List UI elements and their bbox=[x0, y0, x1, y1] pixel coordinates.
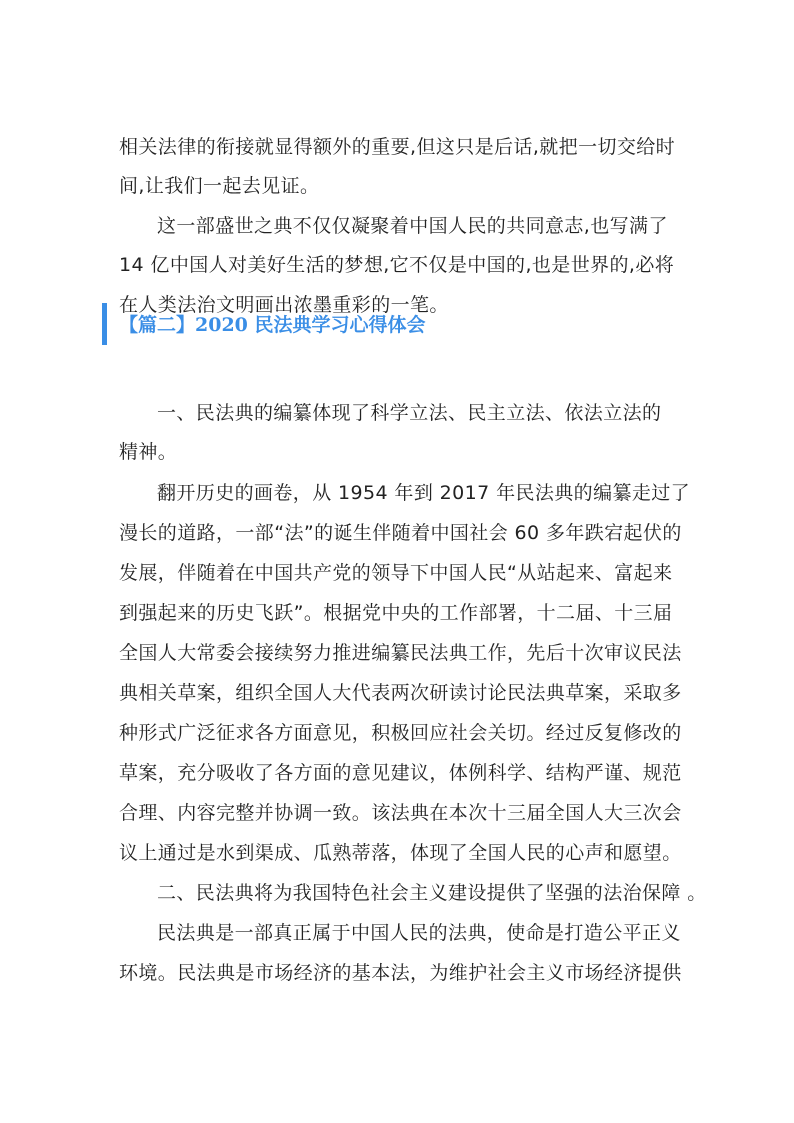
paragraph-line: 一、民法典的编纂体现了科学立法、民主立法、依法立法的 bbox=[157, 402, 662, 424]
paragraph-line: 14 亿中国人对美好生活的梦想,它不仅是中国的,也是世界的,必将 bbox=[119, 254, 675, 276]
paragraph-line: 全国人大常委会接续努力推进编纂民法典工作，先后十次审议民法 bbox=[119, 642, 682, 664]
paragraph-line: 种形式广泛征求各方面意见，积极回应社会关切。经过反复修改的 bbox=[119, 722, 682, 744]
paragraph-line: 民法典是一部真正属于中国人民的法典，使命是打造公平正义 bbox=[157, 922, 681, 944]
paragraph-line: 合理、内容完整并协调一致。该法典在本次十三届全国人大三次会 bbox=[119, 802, 682, 824]
paragraph-line: 环境。民法典是市场经济的基本法，为维护社会主义市场经济提供 bbox=[119, 962, 682, 984]
paragraph-line: 到强起来的历史飞跃”。根据党中央的工作部署，十二届、十三届 bbox=[119, 602, 673, 624]
paragraph-line: 相关法律的衔接就显得额外的重要,但这只是后话,就把一切交给时 bbox=[119, 136, 676, 158]
paragraph-line: 间,让我们一起去见证。 bbox=[119, 175, 320, 197]
paragraph-line: 这一部盛世之典不仅仅凝聚着中国人民的共同意志,也写满了 bbox=[157, 215, 668, 237]
paragraph-line: 典相关草案，组织全国人大代表两次研读讨论民法典草案，采取多 bbox=[119, 682, 682, 704]
paragraph-line: 漫长的道路，一部“法”的诞生伴随着中国社会 60 多年跌宕起伏的 bbox=[119, 522, 682, 544]
heading-accent-bar bbox=[102, 303, 107, 345]
paragraph-line: 议上通过是水到渠成、瓜熟蒂落，体现了全国人民的心声和愿望。 bbox=[119, 842, 682, 864]
paragraph-line: 翻开历史的画卷，从 1954 年到 2017 年民法典的编纂走过了 bbox=[157, 482, 691, 504]
paragraph-line: 草案，充分吸收了各方面的意见建议，体例科学、结构严谨、规范 bbox=[119, 762, 682, 784]
paragraph-line: 在人类法治文明画出浓墨重彩的一笔。 bbox=[119, 294, 449, 316]
section-heading: 【篇二】2020 民法典学习心得体会 bbox=[119, 314, 426, 336]
paragraph-line: 精神。 bbox=[119, 441, 178, 463]
paragraph-line: 发展，伴随着在中国共产党的领导下中国人民“从站起来、富起来 bbox=[119, 562, 673, 584]
paragraph-line: 二、民法典将为我国特色社会主义建设提供了坚强的法治保障 。 bbox=[157, 882, 707, 904]
